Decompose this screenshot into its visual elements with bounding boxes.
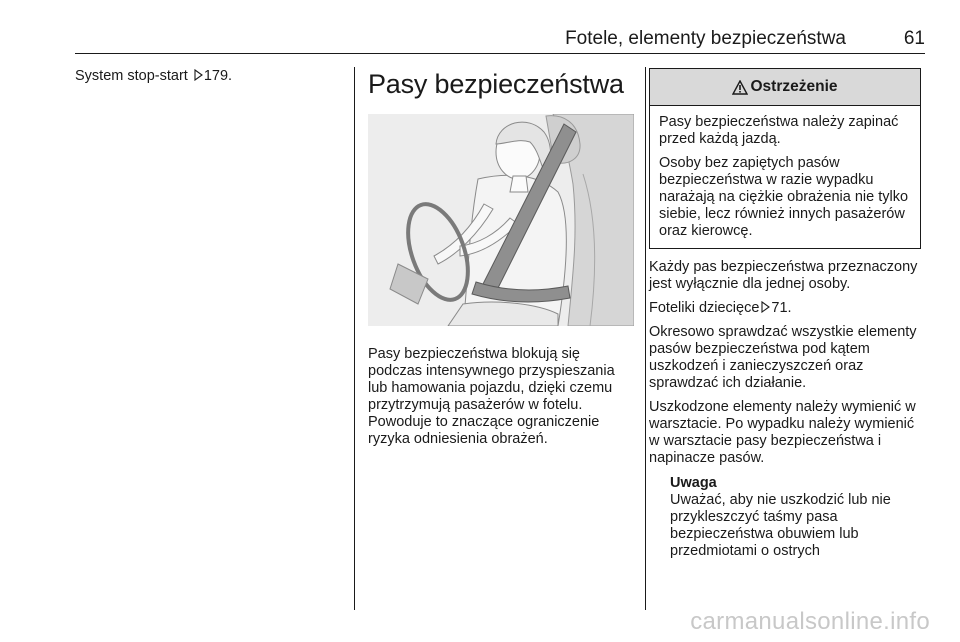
- watermark: carmanualsonline.info: [690, 608, 930, 635]
- paragraph-child-seats: [649, 300, 925, 317]
- warning-body: [650, 106, 920, 248]
- xref-text: Foteliki dziecięce: [649, 300, 760, 316]
- seatbelt-info: [649, 259, 925, 467]
- warning-header: [650, 69, 920, 106]
- seatbelt-driver-illustration: [368, 114, 634, 326]
- note-block: [670, 475, 925, 560]
- xref-page: 179.: [203, 68, 233, 84]
- paragraph-replacement: Uszkodzone elementy należy wymienić w warsztacie. Po wypadku należy wymienić w warsztacie pasy bezpieczeństwa i napinacze pasów.: [649, 399, 916, 466]
- cross-reference-arrow-icon: [761, 301, 770, 313]
- warning-box: [649, 68, 921, 249]
- page-header: [75, 28, 925, 50]
- page-number: 61: [903, 28, 925, 49]
- column-3: [649, 68, 925, 560]
- warning-triangle-icon: [732, 80, 748, 95]
- column-divider-2: [645, 67, 646, 610]
- note-body: Uważać, aby nie uszkodzić lub nie przykleszczyć taśmy pasa bezpieczeństwa obuwiem lub przedmiotami o ostrych: [670, 492, 891, 559]
- section-heading: Pasy bezpieczeństwa: [368, 69, 624, 99]
- column-divider-1: [354, 67, 355, 610]
- cross-reference-arrow-icon: [194, 69, 203, 81]
- warning-paragraph: Osoby bez zapiętych pasów bezpieczeństwa w razie wypadku narażają na ciężkie obrażenia nie tylko siebie, lecz również innych pasażerów oraz kierowcę.: [659, 155, 909, 239]
- xref-text: System stop-start: [75, 68, 188, 84]
- warning-paragraph: Pasy bezpieczeństwa należy zapinać przed każdą jazdą.: [659, 114, 899, 147]
- header-divider: [75, 53, 925, 54]
- paragraph-inspection: Okresowo sprawdzać wszystkie elementy pasów bezpieczeństwa pod kątem uszkodzeń i zanieczyszczeń oraz sprawdzać ich działanie.: [649, 324, 917, 391]
- paragraph-single-person: Każdy pas bezpieczeństwa przeznaczony jest wyłącznie dla jednej osoby.: [649, 259, 918, 292]
- xref-page: 71.: [771, 300, 792, 316]
- column-1: [75, 68, 345, 85]
- chapter-title: Fotele, elementy bezpieczeństwa: [565, 28, 846, 49]
- warning-title: Ostrzeżenie: [750, 78, 838, 95]
- column-2: [368, 68, 636, 448]
- note-title: Uwaga: [670, 475, 717, 491]
- seatbelt-description: Pasy bezpieczeństwa blokują się podczas intensywnego przyspieszania lub hamowania pojazdu, dzięki czemu przytrzymują pasażerów w fotelu. Powoduje to znaczące ograniczenie ryzyka odniesienia obrażeń.: [368, 346, 615, 447]
